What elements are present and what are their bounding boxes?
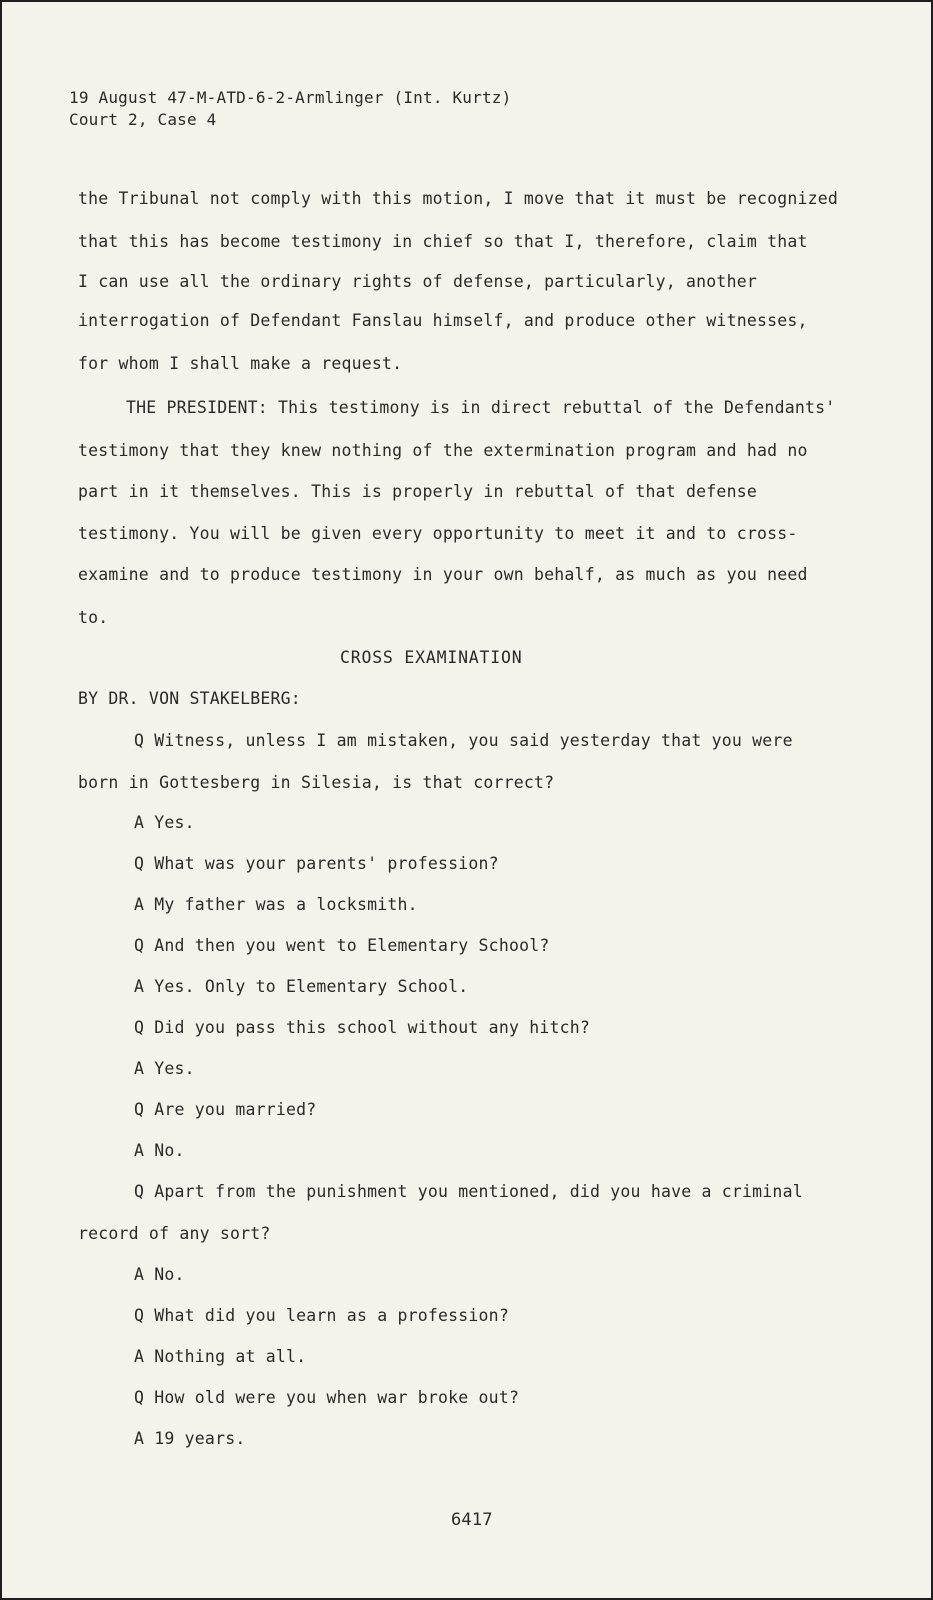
qa-line: Q Are you married?	[134, 1100, 317, 1119]
qa-line: Q Witness, unless I am mistaken, you said yesterday that you were	[134, 731, 793, 750]
motion-line-5: for whom I shall make a request.	[78, 354, 403, 373]
motion-line-2: that this has become testimony in chief so that I, therefore, claim that	[78, 232, 808, 251]
qa-line: A No.	[134, 1265, 185, 1284]
qa-line: Q Did you pass this school without any hitch?	[134, 1018, 591, 1037]
qa-line: A Nothing at all.	[134, 1347, 307, 1366]
motion-line-1: the Tribunal not comply with this motion, I move that it must be recognized	[78, 189, 839, 208]
qa-line: Q What did you learn as a profession?	[134, 1306, 509, 1325]
president-line-5: examine and to produce testimony in your own behalf, as much as you need	[78, 565, 808, 584]
qa-line: Q Apart from the punishment you mentioned, did you have a criminal	[134, 1182, 803, 1201]
page-number: 6417	[451, 1510, 493, 1530]
president-line-4: testimony. You will be given every opportunity to meet it and to cross-	[78, 524, 798, 543]
qa-line: A 19 years.	[134, 1429, 246, 1448]
qa-line: born in Gottesberg in Silesia, is that correct?	[78, 773, 555, 792]
qa-line: A Yes. Only to Elementary School.	[134, 977, 469, 996]
section-heading: CROSS EXAMINATION	[340, 648, 523, 667]
president-line-2: testimony that they knew nothing of the extermination program and had no	[78, 441, 808, 460]
motion-line-3: I can use all the ordinary rights of defense, particularly, another	[78, 272, 757, 291]
president-line-6: to.	[78, 608, 109, 627]
motion-line-4: interrogation of Defendant Fanslau himself, and produce other witnesses,	[78, 311, 808, 330]
header-line-2: Court 2, Case 4	[69, 110, 217, 129]
examiner-line: BY DR. VON STAKELBERG:	[78, 689, 301, 708]
qa-line: A Yes.	[134, 813, 195, 832]
president-line-1: THE PRESIDENT: This testimony is in direct rebuttal of the Defendants'	[126, 398, 836, 417]
qa-line: Q How old were you when war broke out?	[134, 1388, 520, 1407]
qa-line: Q And then you went to Elementary School?	[134, 936, 550, 955]
president-line-3: part in it themselves. This is properly in rebuttal of that defense	[78, 482, 757, 501]
header-line-1: 19 August 47-M-ATD-6-2-Armlinger (Int. Kurtz)	[69, 88, 512, 107]
qa-line: A No.	[134, 1141, 185, 1160]
qa-line: Q What was your parents' profession?	[134, 854, 499, 873]
qa-line: A My father was a locksmith.	[134, 895, 418, 914]
qa-line: A Yes.	[134, 1059, 195, 1078]
qa-line: record of any sort?	[78, 1224, 271, 1243]
